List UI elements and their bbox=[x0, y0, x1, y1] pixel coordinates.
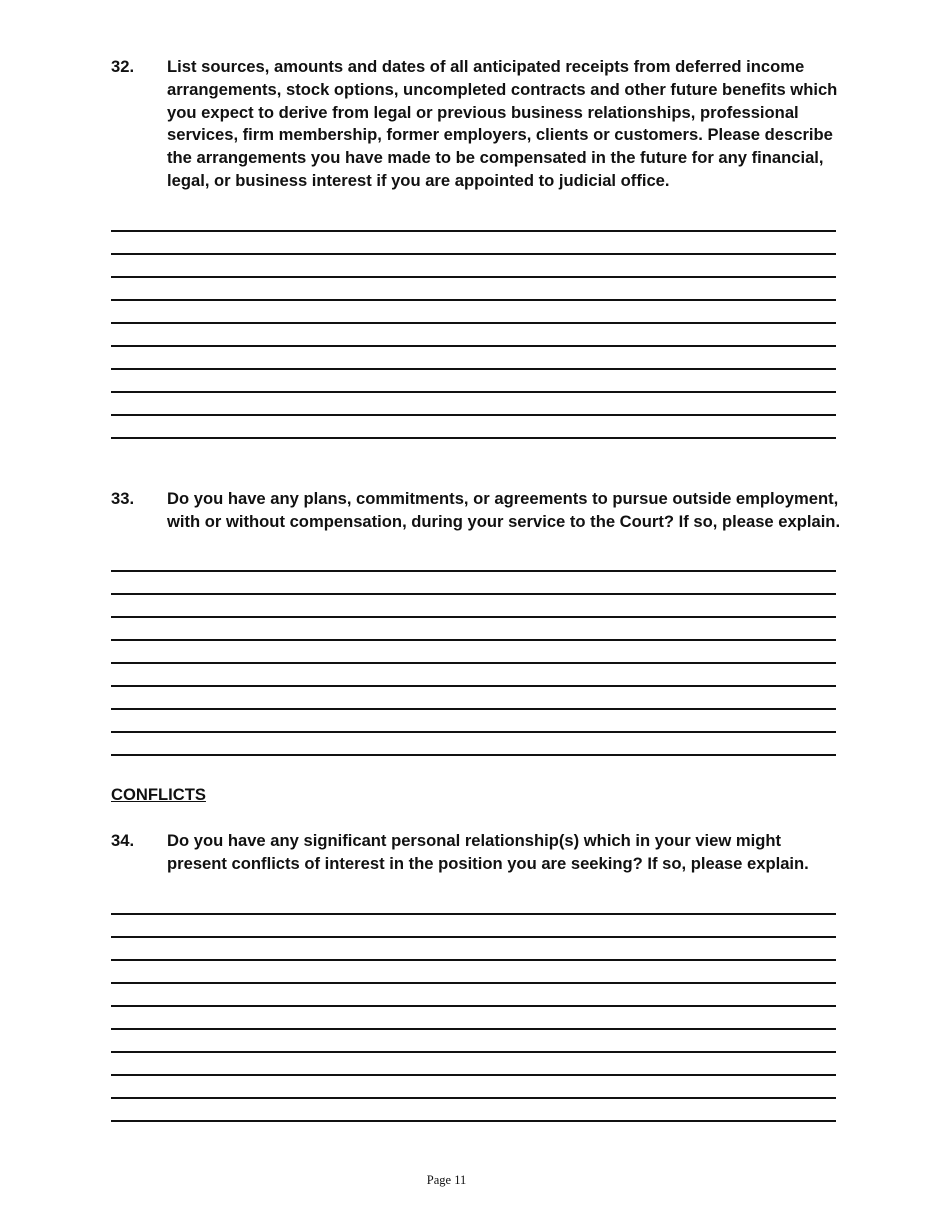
page-number: Page 11 bbox=[426, 1173, 467, 1187]
answer-line[interactable] bbox=[111, 1074, 836, 1076]
answer-line[interactable] bbox=[111, 276, 836, 278]
answer-lines-33[interactable] bbox=[111, 570, 836, 777]
answer-line[interactable] bbox=[111, 982, 836, 984]
answer-line[interactable] bbox=[111, 414, 836, 416]
answer-line[interactable] bbox=[111, 322, 836, 324]
question-32 bbox=[111, 56, 841, 193]
answer-line[interactable] bbox=[111, 639, 836, 641]
answer-line[interactable] bbox=[111, 1051, 836, 1053]
answer-line[interactable] bbox=[111, 1028, 836, 1030]
answer-lines-34[interactable] bbox=[111, 913, 836, 1143]
answer-line[interactable] bbox=[111, 754, 836, 756]
question-text: List sources, amounts and dates of all anticipated receipts from deferred income arrangements, stock options, uncompleted contracts and other future benefits which you expect to derive from legal or previous business relationships, professional services, firm membership, former employers, clients or customers. Please describe the arrangements you have made to be compensated in the future for any financial, legal, or business interest if you are appointed to judicial office. bbox=[167, 57, 838, 190]
answer-line[interactable] bbox=[111, 936, 836, 938]
answer-line[interactable] bbox=[111, 1120, 836, 1122]
question-text: Do you have any plans, commitments, or agreements to pursue outside employment, with or without compensation, during your service to the Court? If so, please explain. bbox=[167, 489, 841, 531]
answer-line[interactable] bbox=[111, 437, 836, 439]
answer-line[interactable] bbox=[111, 368, 836, 370]
answer-line[interactable] bbox=[111, 1097, 836, 1099]
question-33 bbox=[111, 488, 841, 534]
conflicts-heading: CONFLICTS bbox=[111, 785, 206, 804]
answer-line[interactable] bbox=[111, 253, 836, 255]
answer-line[interactable] bbox=[111, 662, 836, 664]
answer-line[interactable] bbox=[111, 731, 836, 733]
question-number: 34. bbox=[111, 831, 135, 850]
answer-line[interactable] bbox=[111, 299, 836, 301]
answer-line[interactable] bbox=[111, 230, 836, 232]
answer-line[interactable] bbox=[111, 345, 836, 347]
question-number: 33. bbox=[111, 489, 135, 508]
answer-line[interactable] bbox=[111, 708, 836, 710]
answer-lines-32[interactable] bbox=[111, 230, 836, 460]
answer-line[interactable] bbox=[111, 570, 836, 572]
answer-line[interactable] bbox=[111, 1005, 836, 1007]
answer-line[interactable] bbox=[111, 593, 836, 595]
question-text: Do you have any significant personal relationship(s) which in your view might present conflicts of interest in the position you are seeking? If so, please explain. bbox=[167, 831, 809, 873]
answer-line[interactable] bbox=[111, 959, 836, 961]
question-number: 32. bbox=[111, 57, 135, 76]
answer-line[interactable] bbox=[111, 913, 836, 915]
answer-line[interactable] bbox=[111, 616, 836, 618]
answer-line[interactable] bbox=[111, 685, 836, 687]
question-34 bbox=[111, 830, 841, 876]
answer-line[interactable] bbox=[111, 391, 836, 393]
